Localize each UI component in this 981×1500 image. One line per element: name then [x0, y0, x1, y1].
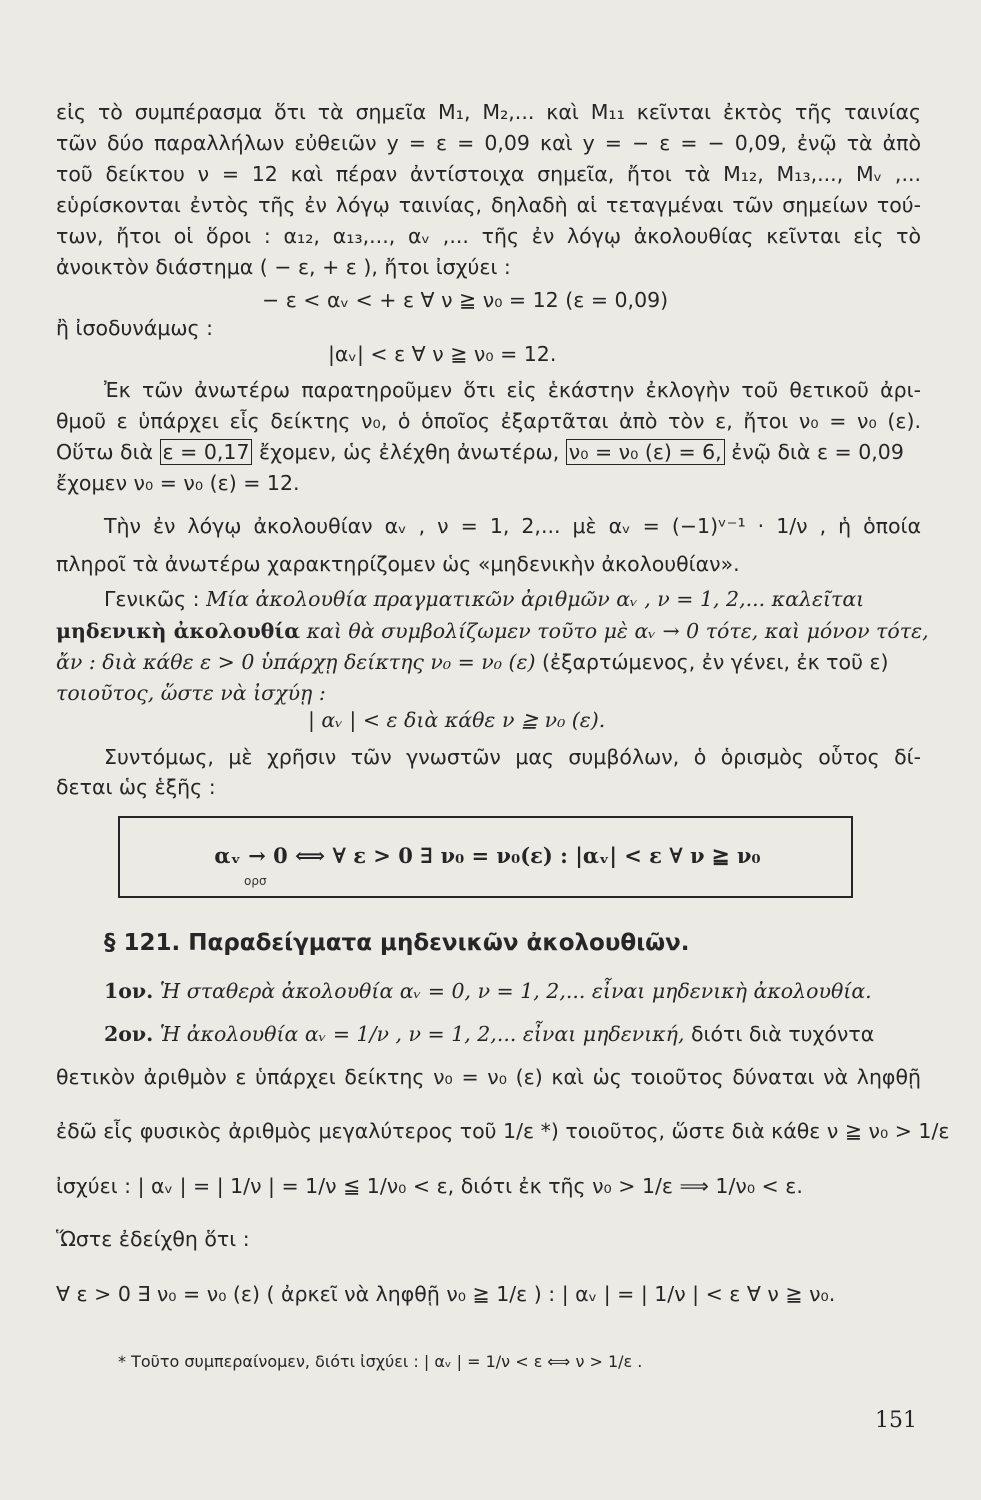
math-line: ἰσχύει : | αᵥ | = | 1/ν | = 1/ν ≦ 1/ν₀ < ε, διότι ἐκ τῆς ν₀ > 1/ε ⟹ 1/ν₀ < ε.	[56, 1174, 803, 1198]
example-line	[104, 1020, 921, 1048]
text-fragment: Οὕτω διὰ	[56, 440, 154, 464]
example-number: 1ον.	[104, 979, 154, 1003]
text-fragment: (ἐξαρτώμενος, ἐν γένει, ἐκ τοῦ ε)	[542, 650, 889, 674]
text-line: ἢ ἰσοδυνάμως :	[56, 316, 214, 340]
text-line-with-boxes	[56, 438, 921, 466]
text-line: θετικὸν ἀριθμὸν ε ὑπάρχει δείκτης ν₀ = ν₀ (ε) καὶ ὡς τοιοῦτος δύναται νὰ ληφθῇ	[56, 1065, 921, 1089]
definition-box-formula: αᵥ → 0 ⟺ ∀ ε > 0 ∃ ν₀ = ν₀(ε) : |αᵥ| < ε ∀ ν ≧ ν₀	[214, 843, 761, 868]
boxed-nu-zero: ν₀ = ν₀ (ε) = 6,	[566, 439, 725, 465]
text-line: ἔχομεν ν₀ = ν₀ (ε) = 12.	[56, 471, 300, 495]
text-line: θμοῦ ε ὑπάρχει εἷς δείκτης ν₀, ὁ ὁποῖος ἐξαρτᾶται ἀπὸ τὸν ε, ἤτοι ν₀ = ν₀ (ε).	[56, 409, 921, 433]
definition-line	[56, 648, 921, 676]
definition-line: τοιοῦτος, ὥστε νὰ ἰσχύῃ :	[56, 681, 326, 705]
definition-line	[56, 617, 929, 645]
text-line: των, ἤτοι οἱ ὅροι : α₁₂, α₁₃,..., αᵥ ,... τῆς ἐν λόγῳ ἀκολουθίας κεῖνται εἰς τὸ	[56, 224, 921, 248]
section-heading: § 121. Παραδείγματα μηδενικῶν ἀκολουθιῶν.	[104, 930, 690, 956]
text-line: Ἐκ τῶν ἀνωτέρω παρατηροῦμεν ὅτι εἰς ἑκάστην ἐκλογὴν τοῦ θετικοῦ ἀρι-	[104, 378, 921, 402]
page-number: 151	[875, 1408, 917, 1433]
math-line: ∀ ε > 0 ∃ ν₀ = ν₀ (ε) ( ἀρκεῖ νὰ ληφθῇ ν₀ ≧ 1/ε ) : | αᵥ | = | 1/ν | < ε ∀ ν ≧ ν₀.	[56, 1282, 836, 1306]
definition-formula: | αᵥ | < ε διὰ κάθε ν ≧ ν₀ (ε).	[308, 708, 606, 732]
text-fragment: Γενικῶς :	[104, 587, 200, 611]
italic-text: Ἡ σταθερὰ ἀκολουθία αᵥ = 0, ν = 1, 2,... εἶναι μηδενικὴ ἀκολουθία.	[159, 979, 872, 1003]
text-line: τοῦ δείκτου ν = 12 καὶ πέραν ἀντίστοιχα σημεῖα, ἤτοι τὰ M₁₂, M₁₃,..., Mᵥ ,...	[56, 162, 921, 186]
text-fragment: ἔχομεν, ὡς ἐλέχθη ἀνωτέρω,	[259, 440, 560, 464]
definition-box	[118, 816, 853, 898]
text-fragment: διότι διὰ τυχόντα	[691, 1022, 875, 1046]
text-line: Τὴν ἐν λόγῳ ἀκολουθίαν αᵥ , ν = 1, 2,... μὲ αᵥ = (−1)ᵛ⁻¹ · 1/ν , ἡ ὁποία	[104, 514, 921, 538]
text-line: δεται ὡς ἑξῆς :	[56, 775, 216, 799]
italic-text: καὶ θὰ συμβολίζωμεν τοῦτο μὲ αᵥ → 0 τότε, καὶ μόνον τότε,	[306, 619, 929, 643]
abs-inequality-formula: |αᵥ| < ε ∀ ν ≧ ν₀ = 12.	[328, 342, 557, 366]
text-line: Συντόμως, μὲ χρῆσιν τῶν γνωστῶν μας συμβόλων, ὁ ὁρισμὸς οὗτος δί-	[104, 745, 921, 769]
example-number: 2ον.	[104, 1022, 154, 1046]
inequality-formula: − ε < αᵥ < + ε ∀ ν ≧ ν₀ = 12 (ε = 0,09)	[262, 288, 669, 312]
text-line: ἀνοικτὸν διάστημα ( − ε, + ε ), ἤτοι ἰσχύει :	[56, 255, 511, 279]
text-line: ἐδῶ εἷς φυσικὸς ἀριθμὸς μεγαλύτερος τοῦ 1/ε *) τοιοῦτος, ὥστε διὰ κάθε ν ≧ ν₀ > 1/ε	[56, 1119, 950, 1143]
text-line: εὑρίσκονται ἐντὸς τῆς ἐν λόγῳ ταινίας, δηλαδὴ αἱ τεταγμέναι τῶν σημείων τού-	[56, 193, 921, 217]
text-line: εἰς τὸ συμπέρασμα ὅτι τὰ σημεῖα M₁, M₂,... καὶ M₁₁ κεῖνται ἐκτὸς τῆς ταινίας	[56, 100, 921, 124]
italic-text: ἄν : διὰ κάθε ε > 0 ὑπάρχῃ δείκτης ν₀ = ν₀ (ε)	[56, 650, 536, 674]
text-line: πληροῖ τὰ ἀνωτέρω χαρακτηρίζομεν ὡς «μηδενικὴν ἀκολουθίαν».	[56, 552, 740, 576]
text-line: τῶν δύο παραλλήλων εὐθειῶν y = ε = 0,09 καὶ y = − ε = − 0,09, ἐνῷ τὰ ἀπὸ	[56, 131, 921, 155]
bold-term: μηδενικὴ ἀκολουθία	[56, 619, 301, 643]
footnote: * Τοῦτο συμπεραίνομεν, διότι ἰσχύει : | αᵥ | = 1/ν < ε ⟺ ν > 1/ε .	[118, 1352, 643, 1371]
italic-text: Μία ἀκολουθία πραγματικῶν ἀριθμῶν αᵥ , ν = 1, 2,... καλεῖται	[206, 587, 865, 611]
italic-text: Ἡ ἀκολουθία αᵥ = 1/ν , ν = 1, 2,... εἶναι μηδενική,	[159, 1022, 685, 1046]
text-line: Ὥστε ἐδείχθη ὅτι :	[56, 1227, 250, 1251]
boxed-epsilon: ε = 0,17	[160, 439, 253, 465]
text-fragment: ἐνῷ διὰ ε = 0,09	[731, 440, 904, 464]
example-line	[104, 977, 921, 1005]
definition-box-tag: ορσ	[244, 874, 267, 888]
definition-line	[104, 585, 921, 613]
